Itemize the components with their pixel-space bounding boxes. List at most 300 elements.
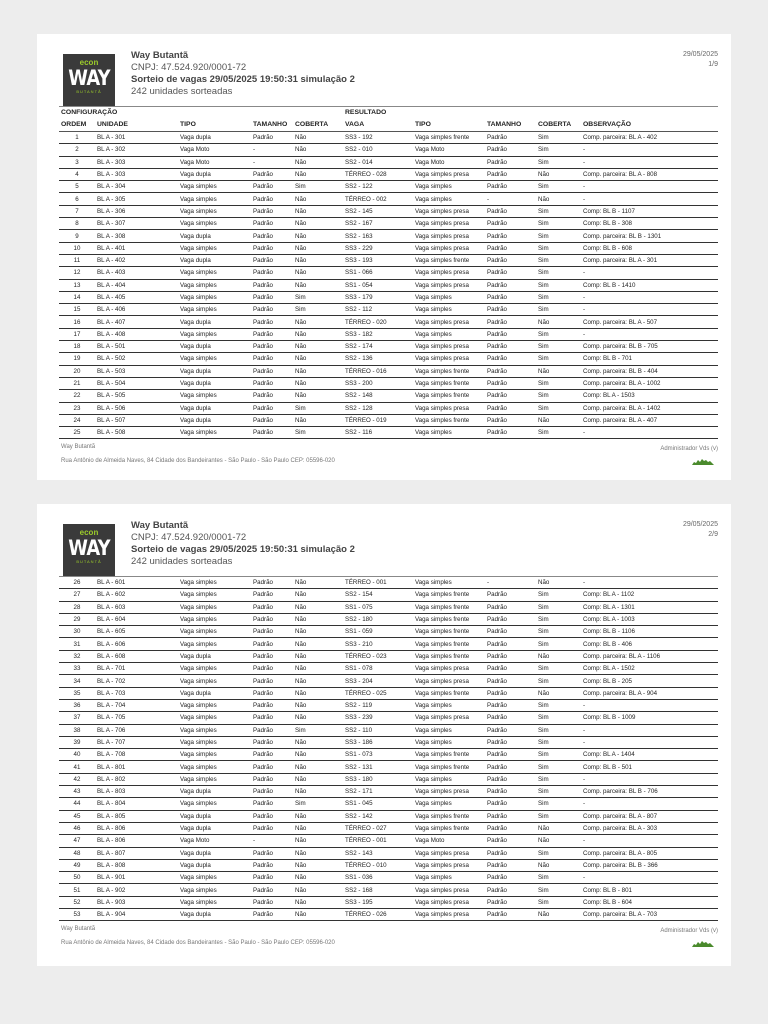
table-cell: Padrão [485,402,536,414]
table-cell: 30 [59,626,95,638]
table-cell: Comp. parceira: BL B - 404 [581,365,718,377]
table-cell: Vaga simples [413,427,485,439]
table-cell: BL A - 704 [95,699,178,711]
table-row [59,650,718,662]
table-row [59,687,718,699]
table-cell: BL A - 308 [95,230,178,242]
table-cell: Vaga simples presa [413,316,485,328]
table-cell: Vaga simples [413,577,485,589]
table-cell: Padrão [251,341,293,353]
table-cell: Não [536,193,581,205]
allocation-table [59,576,718,921]
table-cell: Sim [293,798,343,810]
table-cell: BL A - 904 [95,909,178,921]
table-cell: TÉRREO - 028 [343,168,413,180]
table-cell: Vaga simples [413,328,485,340]
table-cell: Padrão [485,144,536,156]
table-cell: Não [293,577,343,589]
table-cell: BL A - 302 [95,144,178,156]
table-cell: Sim [536,132,581,144]
table-cell: Sim [536,218,581,230]
table-cell: TÉRREO - 016 [343,365,413,377]
table-cell: SS2 - 112 [343,304,413,316]
table-cell: BL A - 605 [95,626,178,638]
table-cell: 28 [59,601,95,613]
table-cell: Não [293,328,343,340]
table-cell: Padrão [251,798,293,810]
table-cell: 38 [59,724,95,736]
table-cell: Sim [536,896,581,908]
table-row [59,304,718,316]
table-row [59,279,718,291]
table-cell: Padrão [485,427,536,439]
table-cell: BL A - 903 [95,896,178,908]
table-cell: Não [293,786,343,798]
table-cell: SS2 - 110 [343,724,413,736]
table-row [59,156,718,168]
table-cell: Vaga simples frente [413,749,485,761]
table-cell: Padrão [485,156,536,168]
page-footer [59,926,718,956]
table-cell: Sim [536,254,581,266]
table-cell: 3 [59,156,95,168]
table-cell: Não [293,736,343,748]
table-cell: BL A - 406 [95,304,178,316]
table-cell: Vaga simples [178,279,251,291]
table-cell: 42 [59,773,95,785]
table-cell: Padrão [251,847,293,859]
table-cell: Vaga simples presa [413,353,485,365]
table-cell: BL A - 501 [95,341,178,353]
logo-way-text: WAY [68,66,110,90]
table-row [59,909,718,921]
table-row [59,427,718,439]
table-cell: Padrão [251,872,293,884]
table-row [59,390,718,402]
table-cell: SS3 - 182 [343,328,413,340]
table-cell: Sim [293,427,343,439]
table-row [59,414,718,426]
table-cell: Não [536,316,581,328]
table-row [59,353,718,365]
table-cell: Vaga Moto [178,156,251,168]
table-cell: 35 [59,687,95,699]
table-cell: TÉRREO - 010 [343,859,413,871]
table-cell: Sim [536,847,581,859]
table-cell: Padrão [251,304,293,316]
table-cell: Não [293,650,343,662]
table-row [59,810,718,822]
table-row [59,847,718,859]
table-cell: BL A - 702 [95,675,178,687]
table-cell: BL A - 305 [95,193,178,205]
table-cell: BL A - 604 [95,613,178,625]
section-header-row [59,106,718,118]
table-cell: Vaga simples frente [413,638,485,650]
table-cell: 1 [59,132,95,144]
table-cell: SS1 - 045 [343,798,413,810]
table-cell: Comp. parceira: BL B - 705 [581,341,718,353]
table-cell: Não [293,242,343,254]
table-cell: Vaga simples [413,291,485,303]
table-cell: Comp. parceira: BL B - 1301 [581,230,718,242]
table-cell: Vaga simples presa [413,847,485,859]
table-cell: Sim [536,626,581,638]
table-cell: SS2 - 122 [343,181,413,193]
table-row [59,341,718,353]
table-cell: SS2 - 154 [343,589,413,601]
table-cell: Não [293,761,343,773]
table-cell: Padrão [485,786,536,798]
table-cell: Padrão [485,316,536,328]
table-cell: Padrão [251,663,293,675]
table-cell: 2 [59,144,95,156]
table-cell: SS3 - 200 [343,377,413,389]
table-cell: Sim [536,884,581,896]
table-cell: Comp: BL A - 1102 [581,589,718,601]
table-cell: Padrão [251,687,293,699]
table-cell: Padrão [485,650,536,662]
table-cell: Não [536,168,581,180]
table-cell: Vaga simples presa [413,230,485,242]
table-cell: Vaga Moto [413,144,485,156]
table-cell: Sim [536,773,581,785]
table-cell: Sim [536,205,581,217]
table-cell: BL A - 304 [95,181,178,193]
table-cell: 13 [59,279,95,291]
report-page-2 [37,504,731,966]
table-cell: Padrão [485,712,536,724]
table-cell: Vaga simples frente [413,761,485,773]
table-cell: Padrão [485,390,536,402]
table-cell: Não [293,909,343,921]
table-cell: Comp. parceira: BL A - 703 [581,909,718,921]
table-row [59,316,718,328]
table-cell: BL A - 902 [95,884,178,896]
table-cell: Vaga simples [413,699,485,711]
table-cell: Sim [536,786,581,798]
table-cell: TÉRREO - 023 [343,650,413,662]
table-cell: - [485,193,536,205]
table-cell: Vaga simples presa [413,267,485,279]
table-cell: Sim [536,304,581,316]
table-cell: BL A - 303 [95,168,178,180]
table-cell: Padrão [485,589,536,601]
table-cell: Vaga simples presa [413,279,485,291]
table-cell: Sim [536,291,581,303]
table-cell: Padrão [251,230,293,242]
table-cell: - [581,328,718,340]
table-cell: Padrão [485,626,536,638]
table-cell: Padrão [251,626,293,638]
table-cell: SS3 - 239 [343,712,413,724]
table-cell: - [581,798,718,810]
table-cell: Vaga simples [178,601,251,613]
table-cell: SS3 - 195 [343,896,413,908]
table-cell: Vaga simples [178,736,251,748]
report-date: 29/05/2025 [682,51,718,58]
table-cell: Padrão [251,884,293,896]
table-cell: - [581,736,718,748]
report-page-1 [37,34,731,480]
table-cell: Vaga dupla [178,402,251,414]
table-cell: BL A - 802 [95,773,178,785]
table-cell: Sim [536,328,581,340]
footer-admin: Administrador Vds (v) [660,928,718,935]
table-cell: BL A - 707 [95,736,178,748]
footer-admin: Administrador Vds (v) [660,446,718,453]
table-cell: Vaga simples [178,181,251,193]
table-cell: - [581,181,718,193]
table-cell: Sim [536,144,581,156]
table-cell: Vaga simples presa [413,859,485,871]
table-cell: Sim [536,402,581,414]
table-cell: Comp: BL B - 701 [581,353,718,365]
table-cell: Padrão [251,414,293,426]
table-cell: Padrão [485,341,536,353]
table-cell: Sim [536,749,581,761]
table-cell: Padrão [485,267,536,279]
page-number: 2/9 [708,531,718,538]
table-cell: - [581,193,718,205]
table-cell: Padrão [485,254,536,266]
table-cell: Padrão [485,909,536,921]
table-cell: SS1 - 059 [343,626,413,638]
table-cell: 32 [59,650,95,662]
table-row [59,377,718,389]
table-cell: Padrão [251,773,293,785]
table-cell: Vaga simples presa [413,909,485,921]
table-cell: SS2 - 168 [343,884,413,896]
table-cell: Vaga simples [178,749,251,761]
table-row [59,638,718,650]
table-cell: Padrão [485,736,536,748]
table-cell: Sim [536,638,581,650]
table-cell: Não [293,193,343,205]
table-cell: Padrão [485,291,536,303]
table-cell: Vaga simples [178,613,251,625]
table-cell: Não [293,835,343,847]
table-cell: Vaga simples presa [413,884,485,896]
table-cell: 8 [59,218,95,230]
table-cell: Padrão [251,909,293,921]
table-cell: Vaga simples presa [413,205,485,217]
table-cell: Padrão [251,699,293,711]
table-cell: Padrão [251,810,293,822]
table-cell: Vaga simples [178,291,251,303]
table-cell: Vaga dupla [178,230,251,242]
table-cell: Vaga Moto [178,144,251,156]
table-cell: Não [293,663,343,675]
table-cell: BL A - 804 [95,798,178,810]
logo-way-text: WAY [68,536,110,560]
footer-name: Way Butantã [61,444,96,451]
table-cell: TÉRREO - 019 [343,414,413,426]
table-cell: 17 [59,328,95,340]
table-cell: BL A - 602 [95,589,178,601]
table-cell: Não [536,909,581,921]
col-header: VAGA [343,118,413,132]
table-cell: Comp: BL B - 1009 [581,712,718,724]
table-cell: - [581,773,718,785]
col-header: UNIDADE [95,118,178,132]
table-cell: - [581,835,718,847]
table-cell: Vaga Moto [178,835,251,847]
table-cell: SS2 - 163 [343,230,413,242]
table-cell: SS1 - 073 [343,749,413,761]
col-header: COBERTA [293,118,343,132]
table-cell: Padrão [251,291,293,303]
table-row [59,168,718,180]
table-cell: Padrão [251,365,293,377]
table-cell: Padrão [485,872,536,884]
table-cell: SS2 - 119 [343,699,413,711]
table-cell: Padrão [485,601,536,613]
table-row [59,132,718,144]
table-cell: Padrão [251,650,293,662]
table-cell: Não [293,884,343,896]
table-cell: Sim [536,377,581,389]
table-cell: Vaga simples presa [413,341,485,353]
table-cell: Vaga simples [178,304,251,316]
table-cell: TÉRREO - 020 [343,316,413,328]
table-cell: Não [293,144,343,156]
report-date: 29/05/2025 [682,521,718,528]
table-cell: BL A - 404 [95,279,178,291]
table-cell: 21 [59,377,95,389]
table-cell: BL A - 508 [95,427,178,439]
table-cell: SS2 - 131 [343,761,413,773]
table-cell: Padrão [251,712,293,724]
table-cell: Padrão [485,205,536,217]
table-cell: BL A - 603 [95,601,178,613]
unit-count: 242 unidades sorteadas [131,86,233,97]
table-cell: - [581,427,718,439]
table-cell: 24 [59,414,95,426]
table-cell: Não [293,638,343,650]
table-cell: 12 [59,267,95,279]
table-cell: Sim [536,663,581,675]
table-cell: TÉRREO - 027 [343,822,413,834]
table-cell: Sim [536,242,581,254]
table-cell: Vaga dupla [178,377,251,389]
table-cell: Vaga simples presa [413,168,485,180]
table-row [59,712,718,724]
table-cell: Vaga dupla [178,847,251,859]
table-cell: Padrão [485,761,536,773]
table-cell: 52 [59,896,95,908]
table-cell: Padrão [251,638,293,650]
table-cell: Vaga Moto [413,835,485,847]
table-cell: Sim [536,156,581,168]
table-cell: 49 [59,859,95,871]
report-title: Sorteio de vagas 29/05/2025 19:50:31 simulação 2 [131,74,355,85]
table-cell: BL A - 402 [95,254,178,266]
table-cell: SS2 - 148 [343,390,413,402]
table-cell: 41 [59,761,95,773]
table-cell: TÉRREO - 026 [343,909,413,921]
logo-econ-text: econ [79,58,99,67]
table-cell: Comp: BL A - 1404 [581,749,718,761]
table-cell: Comp: BL B - 608 [581,242,718,254]
table-cell: Vaga simples [178,712,251,724]
table-cell: BL A - 405 [95,291,178,303]
table-cell: Vaga dupla [178,316,251,328]
table-cell: SS3 - 193 [343,254,413,266]
table-cell: Sim [536,353,581,365]
table-cell: Comp: BL A - 1503 [581,390,718,402]
table-cell: SS2 - 174 [343,341,413,353]
column-header-row [59,118,718,132]
table-cell: Não [536,822,581,834]
table-cell: BL A - 706 [95,724,178,736]
table-cell: Comp. parceira: BL A - 301 [581,254,718,266]
table-cell: Padrão [485,353,536,365]
table-cell: Padrão [251,601,293,613]
table-cell: SS1 - 066 [343,267,413,279]
table-cell: Padrão [251,328,293,340]
table-cell: Vaga dupla [178,822,251,834]
company-cnpj: CNPJ: 47.524.920/0001-72 [131,62,247,73]
table-cell: Padrão [251,242,293,254]
table-cell: Padrão [251,589,293,601]
table-cell: Sim [536,390,581,402]
table-row [59,663,718,675]
table-row [59,144,718,156]
table-cell: Padrão [485,859,536,871]
table-cell: Padrão [485,884,536,896]
table-cell: Não [293,896,343,908]
table-cell: 37 [59,712,95,724]
table-cell: Padrão [485,749,536,761]
table-cell: Não [293,749,343,761]
table-cell: Padrão [485,810,536,822]
table-cell: Sim [536,230,581,242]
table-cell: 27 [59,589,95,601]
table-cell: Vaga simples [413,304,485,316]
table-cell: SS3 - 180 [343,773,413,785]
table-cell: Vaga simples [413,181,485,193]
table-cell: Padrão [485,279,536,291]
table-row [59,896,718,908]
table-row [59,365,718,377]
table-row [59,724,718,736]
table-row [59,328,718,340]
table-cell: BL A - 505 [95,390,178,402]
table-cell: Comp. parceira: BL B - 366 [581,859,718,871]
table-cell: Comp. parceira: BL A - 303 [581,822,718,834]
table-cell: Vaga simples frente [413,414,485,426]
table-cell: Não [293,414,343,426]
table-cell: Vaga dupla [178,650,251,662]
table-cell: BL A - 803 [95,786,178,798]
table-cell: Não [536,835,581,847]
table-cell: Vaga dupla [178,341,251,353]
table-cell: Vaga dupla [178,810,251,822]
table-cell: Comp. parceira: BL A - 807 [581,810,718,822]
table-cell: Padrão [251,577,293,589]
table-cell: Padrão [485,181,536,193]
table-cell: Vaga simples frente [413,810,485,822]
table-cell: Comp: BL B - 801 [581,884,718,896]
table-cell: 23 [59,402,95,414]
table-cell: Padrão [251,390,293,402]
table-cell: 34 [59,675,95,687]
table-cell: Não [293,267,343,279]
table-cell: Sim [536,712,581,724]
table-cell: Padrão [251,761,293,773]
table-row [59,218,718,230]
